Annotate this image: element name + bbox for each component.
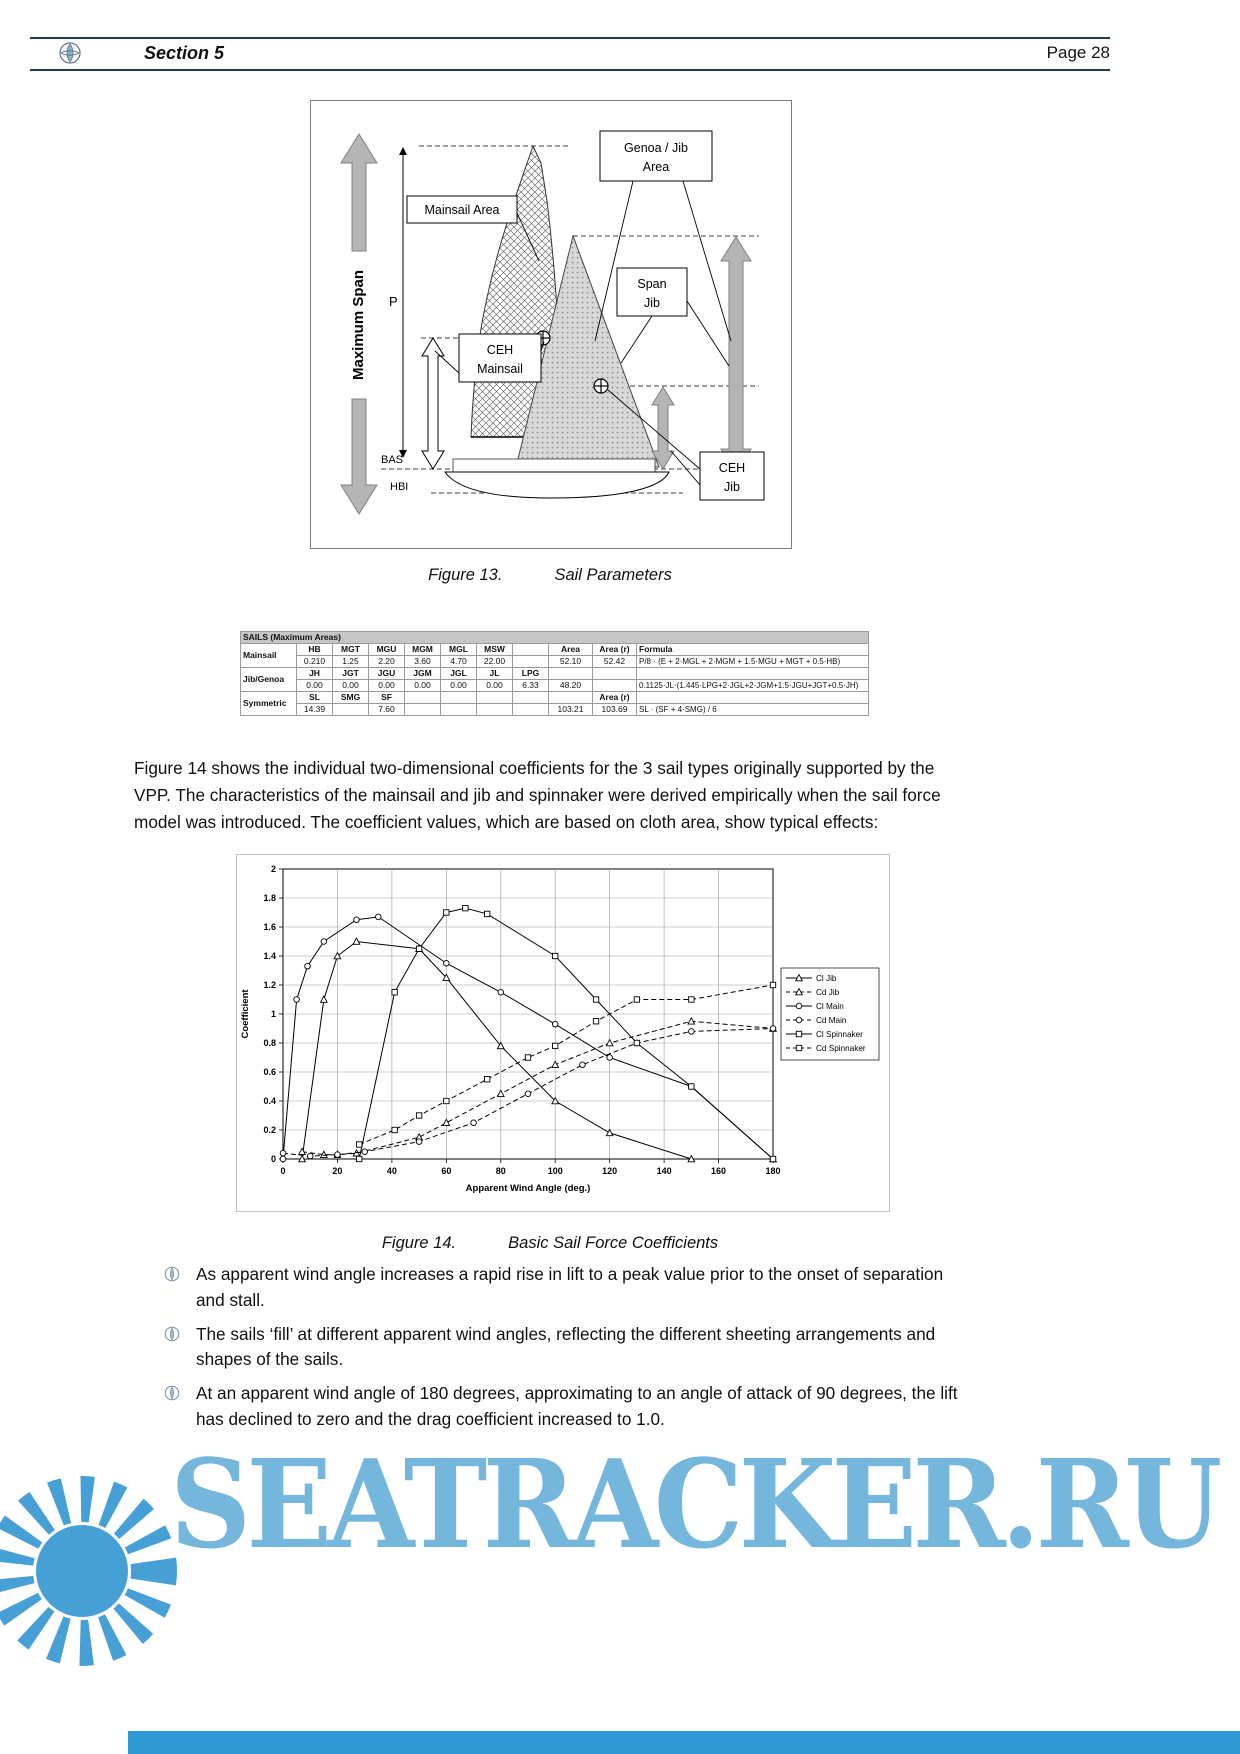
param-name: HB xyxy=(297,644,333,656)
deck-box xyxy=(453,459,655,472)
svg-text:100: 100 xyxy=(547,1166,563,1176)
bullet-text: At an apparent wind angle of 180 degrees, approximating to an angle of attack of 90 degrees, the lift has declined to zero and the drag coefficient increased to 1.0. xyxy=(196,1383,958,1429)
table-row xyxy=(241,632,869,644)
svg-text:1.4: 1.4 xyxy=(263,951,276,961)
param-value: 1.25 xyxy=(333,656,369,668)
svg-text:0.4: 0.4 xyxy=(263,1096,276,1106)
logo-bullet-icon xyxy=(163,1265,181,1283)
param-name: SL xyxy=(297,692,333,704)
svg-text:Cl Jib: Cl Jib xyxy=(816,974,837,983)
table-title: SAILS (Maximum Areas) xyxy=(241,632,869,644)
svg-text:1.8: 1.8 xyxy=(263,893,276,903)
ceh-mainsail-label-line1: CEH xyxy=(486,343,514,357)
param-value: 7.60 xyxy=(369,704,405,716)
formula-header xyxy=(637,692,869,704)
formula-header xyxy=(637,668,869,680)
param-name xyxy=(513,644,549,656)
coefficient-plot-svg xyxy=(237,855,887,1209)
svg-text:1.6: 1.6 xyxy=(263,922,276,932)
area-header xyxy=(549,692,593,704)
area-r-header xyxy=(593,668,637,680)
y-axis-label: Coefficient xyxy=(240,989,251,1039)
chart-legend xyxy=(781,968,879,1060)
ceh-jib-label-line1: CEH xyxy=(718,461,746,475)
svg-text:120: 120 xyxy=(602,1166,618,1176)
svg-text:Cd Jib: Cd Jib xyxy=(816,988,840,997)
figure-14-title: Basic Sail Force Coefficients xyxy=(508,1234,719,1252)
svg-text:0: 0 xyxy=(280,1166,286,1176)
sun-burst-logo xyxy=(0,1426,179,1716)
sail-type-label: Mainsail xyxy=(241,644,297,668)
intro-paragraph: Figure 14 shows the individual two-dimensional coefficients for the 3 sail types originally supported by the VPP. The characteristics of the mainsail and jib and spinnaker were derived empirically when the sail force model was introduced. The coefficient values, which are based on cloth area, show typical effects: xyxy=(134,758,941,832)
coefficient-chart xyxy=(236,854,890,1212)
area-header xyxy=(549,668,593,680)
genoa-jib-area-label-line2: Area xyxy=(642,160,670,174)
svg-text:Cl Main: Cl Main xyxy=(816,1002,844,1011)
ceh-jib-height-arrow xyxy=(652,387,674,469)
svg-text:140: 140 xyxy=(656,1166,672,1176)
area-r-value xyxy=(593,680,637,692)
param-name: LPG xyxy=(513,668,549,680)
param-value: 14.39 xyxy=(297,704,333,716)
formula-value: SL · (SF + 4·SMG) / 6 xyxy=(637,704,869,716)
logo-bullet-icon xyxy=(163,1325,181,1343)
param-name: MGM xyxy=(405,644,441,656)
page-header xyxy=(30,39,1110,67)
param-name xyxy=(513,692,549,704)
param-name: JGT xyxy=(333,668,369,680)
table-row xyxy=(241,668,869,680)
svg-text:20: 20 xyxy=(332,1166,343,1176)
param-name: JGU xyxy=(369,668,405,680)
seatracker-watermark xyxy=(0,1424,1240,1754)
page-number: Page 28 xyxy=(1046,43,1110,62)
param-value: 2.20 xyxy=(369,656,405,668)
sail-type-label: Jib/Genoa xyxy=(241,668,297,692)
list-item xyxy=(163,1322,973,1374)
param-value: 0.00 xyxy=(405,680,441,692)
table-row xyxy=(241,680,869,692)
param-name xyxy=(477,692,513,704)
bullet-text: The sails ‘fill’ at different apparent wind angles, reflecting the different sheeting arrangements and shapes of the sails. xyxy=(196,1323,936,1370)
maximum-span-label: Maximum Span xyxy=(350,269,367,381)
mainsail-area-label: Mainsail Area xyxy=(424,203,500,217)
param-value xyxy=(477,704,513,716)
table-row xyxy=(241,692,869,704)
param-name: MGU xyxy=(369,644,405,656)
svg-text:180: 180 xyxy=(765,1166,781,1176)
svg-text:Cd Main: Cd Main xyxy=(816,1016,847,1025)
param-value: 0.00 xyxy=(297,680,333,692)
param-name: MSW xyxy=(477,644,513,656)
genoa-jib-area-label-line1: Genoa / Jib xyxy=(624,141,688,155)
param-name: SMG xyxy=(333,692,369,704)
param-value: 6.33 xyxy=(513,680,549,692)
figure-14-caption xyxy=(150,1234,950,1253)
figure-14-number: Figure 14. xyxy=(381,1234,457,1252)
table-row xyxy=(241,644,869,656)
x-axis-label: Apparent Wind Angle (deg.) xyxy=(465,1183,591,1194)
param-value: 22.00 xyxy=(477,656,513,668)
table-row xyxy=(241,656,869,668)
p-label: P xyxy=(389,294,398,309)
param-value: 4.70 xyxy=(441,656,477,668)
logo-bullet-icon xyxy=(163,1384,181,1402)
svg-text:Cd Spinnaker: Cd Spinnaker xyxy=(816,1044,866,1053)
list-item xyxy=(163,1381,973,1433)
sail-type-label: Symmetric xyxy=(241,692,297,716)
bullet-list xyxy=(163,1262,973,1441)
globe-sail-logo-icon xyxy=(58,41,82,65)
param-name: JL xyxy=(477,668,513,680)
param-name: JGL xyxy=(441,668,477,680)
svg-text:1: 1 xyxy=(270,1009,276,1019)
param-name: JGM xyxy=(405,668,441,680)
param-value: 3.60 xyxy=(405,656,441,668)
table-row xyxy=(241,704,869,716)
param-value xyxy=(513,704,549,716)
param-name: JH xyxy=(297,668,333,680)
area-r-header: Area (r) xyxy=(593,644,637,656)
param-value xyxy=(513,656,549,668)
param-name xyxy=(405,692,441,704)
param-name: MGT xyxy=(333,644,369,656)
svg-text:40: 40 xyxy=(386,1166,397,1176)
formula-value: P/8 · (E + 2·MGL + 2·MGM + 1.5·MGU + MGT + 0.5·HB) xyxy=(637,656,869,668)
svg-text:0.6: 0.6 xyxy=(263,1067,276,1077)
area-r-value: 103.69 xyxy=(593,704,637,716)
figure-13-title: Sail Parameters xyxy=(554,566,672,584)
param-value: 0.00 xyxy=(441,680,477,692)
ceh-jib-label-line2: Jib xyxy=(724,480,740,494)
area-value: 52.10 xyxy=(549,656,593,668)
ceh-mainsail-height-arrow xyxy=(422,338,444,469)
area-r-value: 52.42 xyxy=(593,656,637,668)
figure-13-caption xyxy=(150,566,950,585)
param-name: MGL xyxy=(441,644,477,656)
param-value: 0.00 xyxy=(333,680,369,692)
sail-parameters-svg xyxy=(311,101,789,546)
span-jib-label-line1: Span xyxy=(637,277,667,291)
svg-text:60: 60 xyxy=(441,1166,452,1176)
svg-text:0: 0 xyxy=(270,1154,276,1164)
param-value xyxy=(333,704,369,716)
param-value: 0.00 xyxy=(477,680,513,692)
param-value: 0.00 xyxy=(369,680,405,692)
formula-header: Formula xyxy=(637,644,869,656)
bas-label: BAS xyxy=(381,454,404,466)
area-value: 48.20 xyxy=(549,680,593,692)
param-value xyxy=(405,704,441,716)
watermark-text: SEATRACKER.RU xyxy=(170,1432,1218,1576)
area-value: 103.21 xyxy=(549,704,593,716)
header-rule-bottom xyxy=(30,69,1110,71)
ceh-mainsail-label-line2: Mainsail xyxy=(477,362,523,376)
sails-max-areas-table xyxy=(240,631,869,716)
svg-text:160: 160 xyxy=(711,1166,727,1176)
param-name: SF xyxy=(369,692,405,704)
figure-13-number: Figure 13. xyxy=(428,566,503,584)
hull-shape xyxy=(445,472,669,498)
svg-text:Cl Spinnaker: Cl Spinnaker xyxy=(816,1030,863,1039)
svg-text:1.2: 1.2 xyxy=(263,980,276,990)
jib-span-arrow xyxy=(718,237,751,475)
param-name xyxy=(441,692,477,704)
ce-jib-symbol xyxy=(594,379,608,393)
bullet-text: As apparent wind angle increases a rapid rise in lift to a peak value prior to the onset of separation and stall. xyxy=(196,1264,944,1310)
param-value xyxy=(441,704,477,716)
list-item xyxy=(163,1262,973,1314)
span-jib-label-line2: Jib xyxy=(644,296,660,310)
area-r-header: Area (r) xyxy=(593,692,637,704)
svg-text:80: 80 xyxy=(495,1166,506,1176)
area-header: Area xyxy=(549,644,593,656)
svg-text:2: 2 xyxy=(270,864,276,874)
svg-text:0.2: 0.2 xyxy=(263,1125,276,1135)
sails-table xyxy=(240,631,868,716)
figure-13-sail-parameters-diagram xyxy=(310,100,792,549)
svg-text:0.8: 0.8 xyxy=(263,1038,276,1048)
hbi-label: HBI xyxy=(390,481,409,493)
formula-value: 0.1125·JL·(1.445·LPG+2·JGL+2·JGM+1.5·JGU+JGT+0.5·JH) xyxy=(637,680,869,692)
param-value: 0.210 xyxy=(297,656,333,668)
section-title: Section 5 xyxy=(144,42,225,63)
